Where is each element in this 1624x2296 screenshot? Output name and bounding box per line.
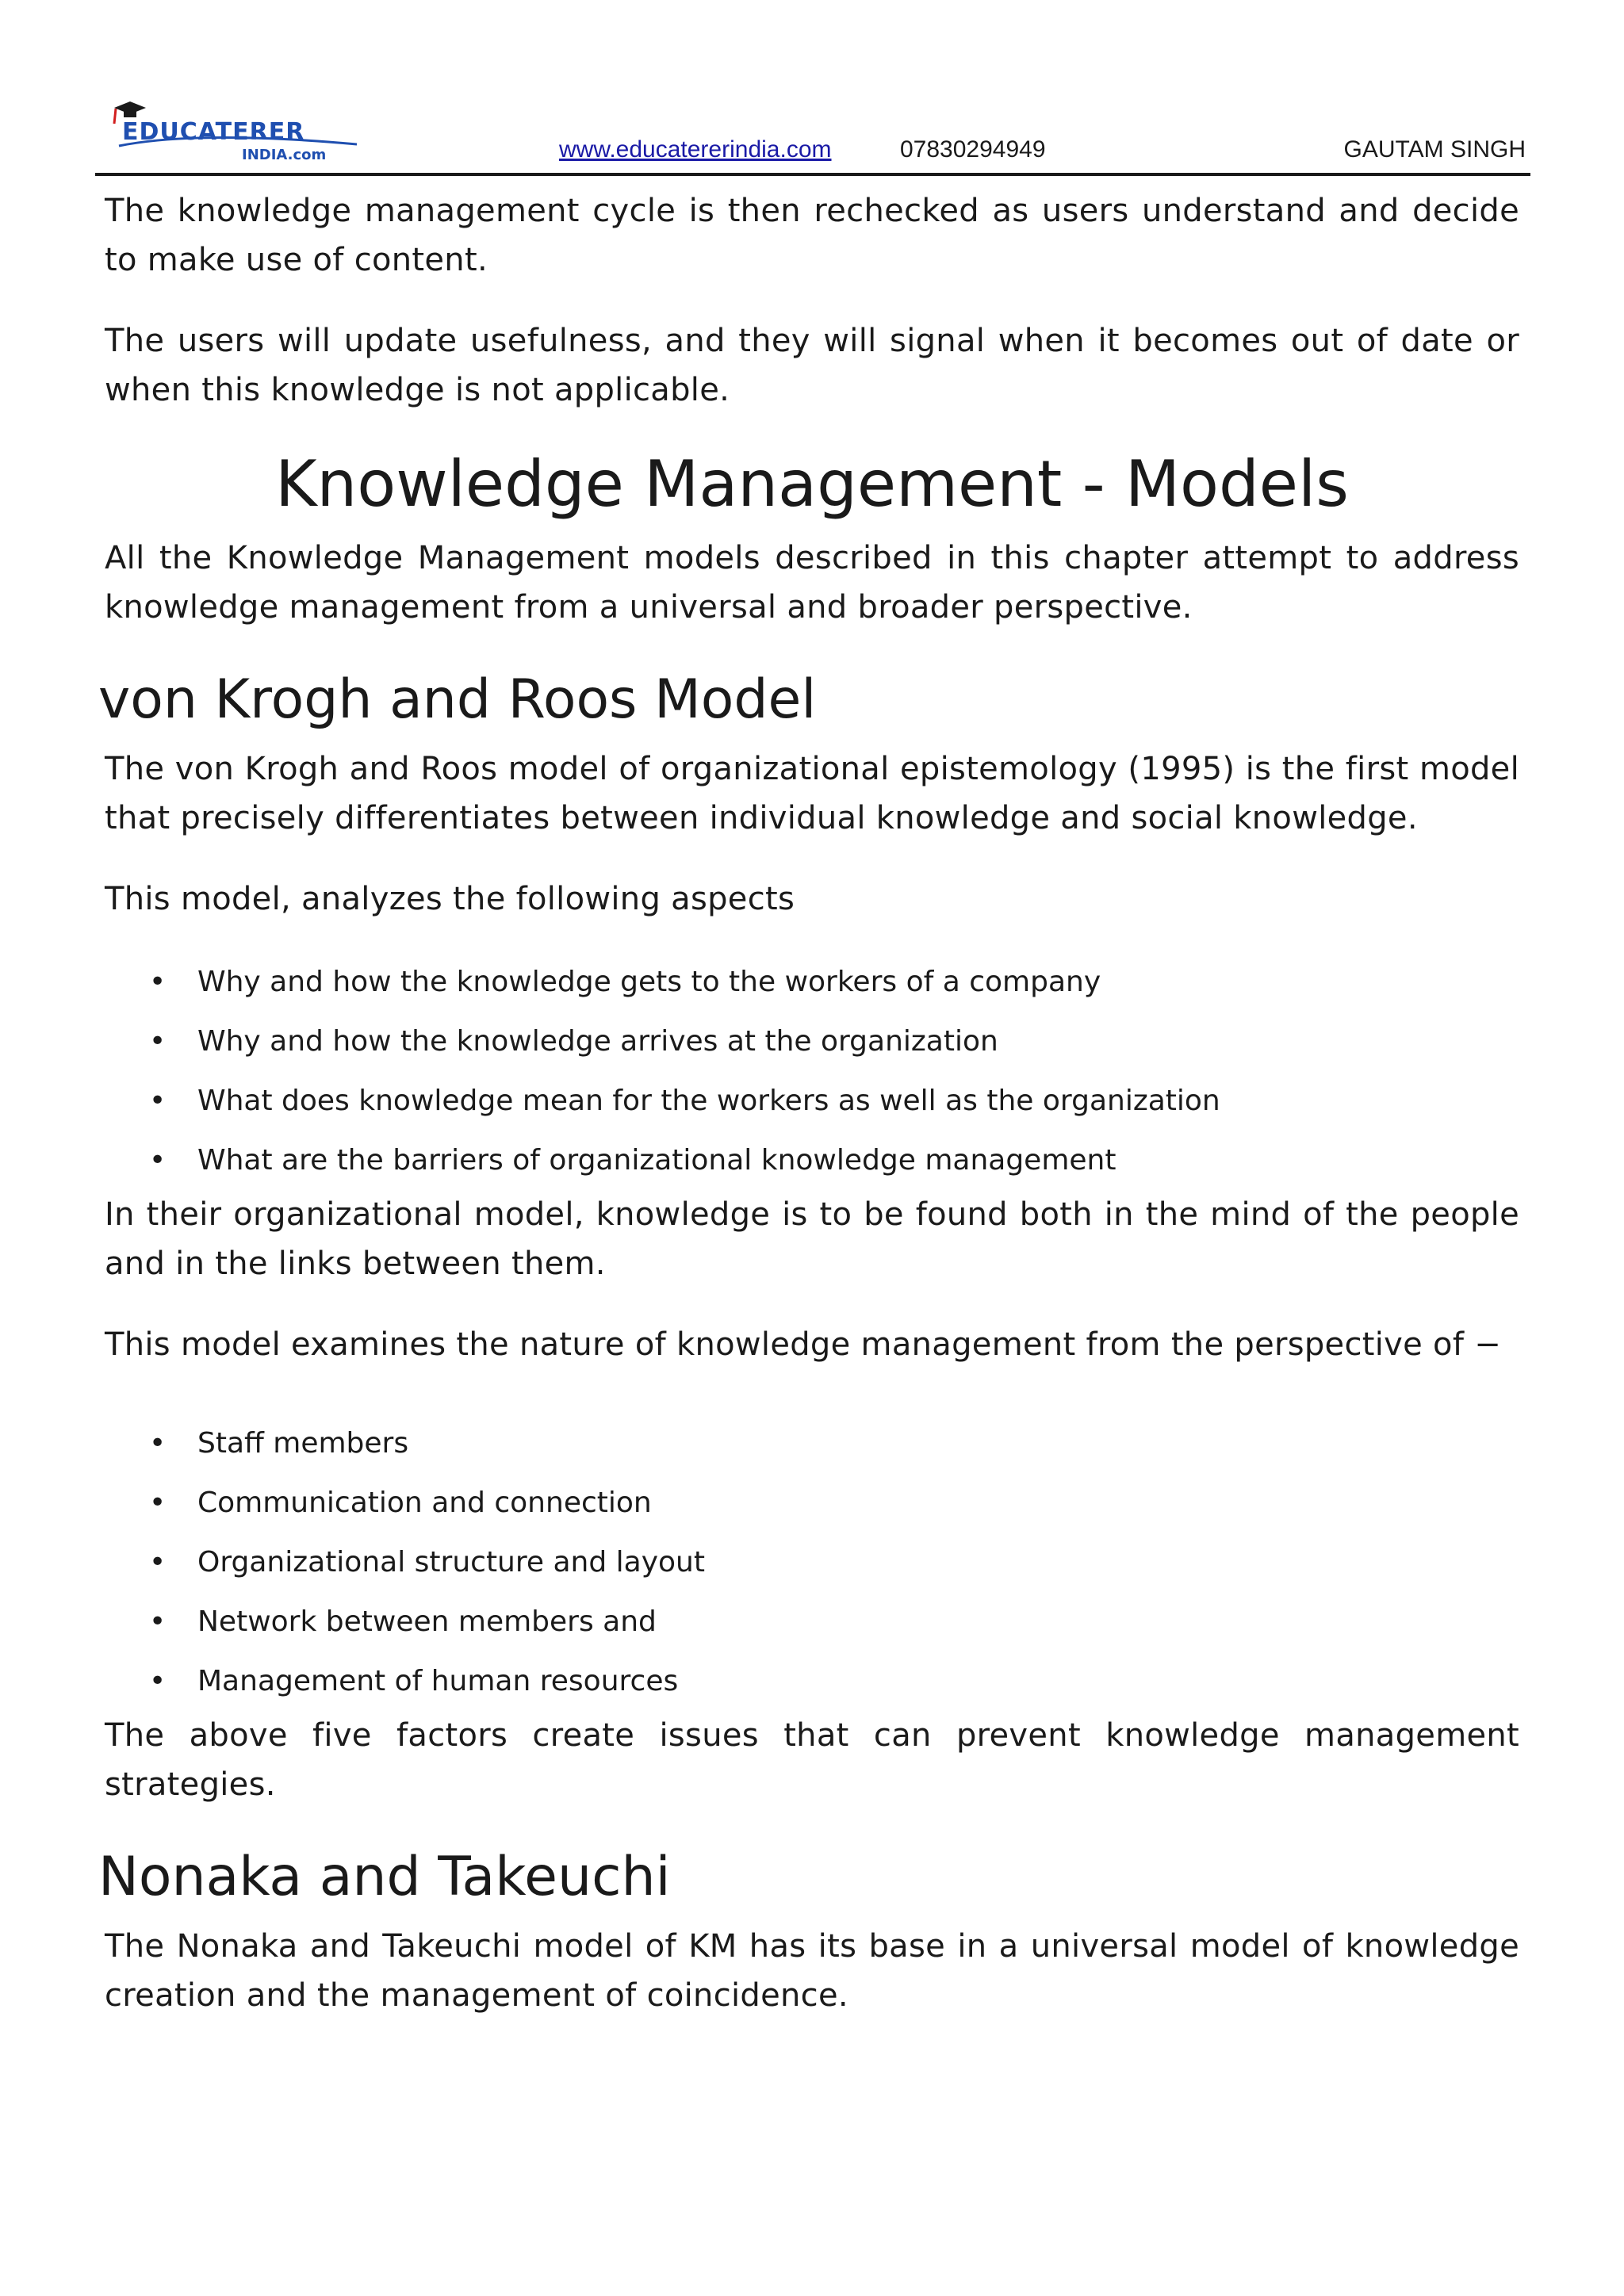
list-item-text: Communication and connection [197,1487,652,1519]
list-item-text: Why and how the knowledge gets to the workers of a company [197,966,1101,998]
list-item [105,1651,1519,1711]
section-heading-von-krogh: von Krogh and Roos Model [98,668,817,731]
list-item-text: Why and how the knowledge arrives at the organization [197,1025,998,1058]
aspects-list [105,952,1519,1190]
intro-paragraph-2: The users will update usefulness, and they will signal when it becomes out of date or when this knowledge is not applicable. [105,323,1519,408]
list-item-text: What are the barriers of organizational knowledge management [197,1144,1116,1177]
list-item [105,1414,1519,1473]
models-intro-paragraph: All the Knowledge Management models described in this chapter attempt to address knowledge management from a universal and broader perspective. [105,540,1519,626]
perspectives-list [105,1414,1519,1711]
bullet-icon: • [149,1605,167,1638]
website-link[interactable]: www.educatererindia.com [559,136,832,163]
bullet-icon: • [149,1144,167,1177]
header-divider [95,173,1530,176]
page-title: Knowledge Management - Models [275,447,1349,521]
list-item-text: Staff members [197,1427,409,1460]
page-header [95,87,1530,178]
logo-text-bottom: INDIA.com [242,147,327,163]
von-krogh-paragraph-3: In their organizational model, knowledge is to be found both in the mind of the people and in the links between them. [105,1196,1519,1282]
list-item-text: Organizational structure and layout [197,1546,705,1578]
list-item [105,1071,1519,1131]
logo-graphic [103,100,365,163]
intro-paragraph-1: The knowledge management cycle is then rechecked as users understand and decide to make use of content. [105,193,1519,278]
logo-text-top: EDUCATERER [122,118,305,146]
document-body [98,186,1519,2052]
list-item [105,1592,1519,1651]
list-item [105,1533,1519,1592]
von-krogh-paragraph-5: The above five factors create issues that can prevent knowledge management strategies. [105,1717,1519,1803]
list-item-text: Network between members and [197,1605,657,1638]
bullet-icon: • [149,1025,167,1058]
list-item [105,1473,1519,1533]
section-heading-nonaka-takeuchi: Nonaka and Takeuchi [98,1846,671,1908]
bullet-icon: • [149,1665,167,1697]
bullet-icon: • [149,1085,167,1117]
author-name: GAUTAM SINGH [1343,136,1526,163]
bullet-icon: • [149,966,167,998]
von-krogh-paragraph-2: This model, analyzes the following aspects [105,881,795,917]
educaterer-logo [103,100,365,163]
nonaka-paragraph-1: The Nonaka and Takeuchi model of KM has its base in a universal model of knowledge creation and the management of coincidence. [105,1928,1519,2014]
bullet-icon: • [149,1487,167,1519]
von-krogh-paragraph-1: The von Krogh and Roos model of organizational epistemology (1995) is the first model that precisely differentiates between individual knowledge and social knowledge. [105,751,1519,836]
list-item [105,1012,1519,1071]
von-krogh-paragraph-4: This model examines the nature of knowledge management from the perspective of − [105,1326,1502,1363]
bullet-icon: • [149,1546,167,1578]
list-item [105,952,1519,1012]
phone-number: 07830294949 [900,136,1046,163]
list-item-text: What does knowledge mean for the workers as well as the organization [197,1085,1220,1117]
list-item-text: Management of human resources [197,1665,679,1697]
bullet-icon: • [149,1427,167,1460]
list-item [105,1131,1519,1190]
